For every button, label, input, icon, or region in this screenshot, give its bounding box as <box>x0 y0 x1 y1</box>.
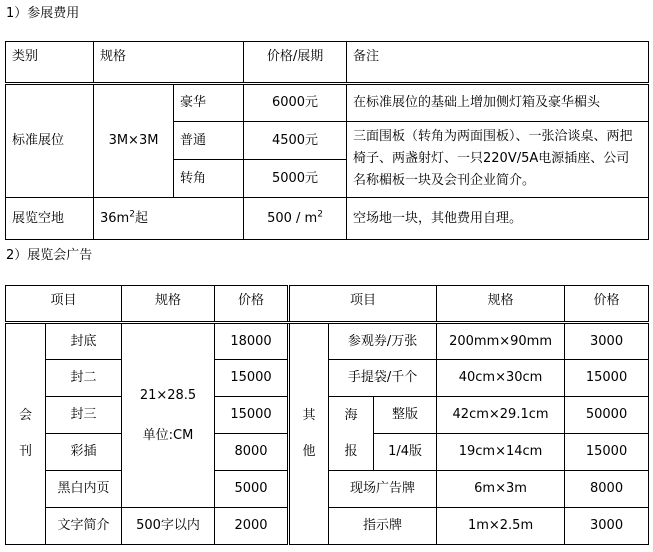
other-spec-onsite-board: 6m×3m <box>437 471 565 508</box>
poster-price-full: 50000 <box>565 397 649 434</box>
catalog-price-inside-back: 15000 <box>215 397 289 434</box>
catalog-price-text-intro: 2000 <box>215 508 289 545</box>
category-open-space: 展览空地 <box>6 198 94 240</box>
booth-type-corner: 转角 <box>174 160 244 198</box>
catalog-item-color-insert: 彩插 <box>46 434 122 471</box>
section2-title: 2）展览会广告 <box>6 248 93 263</box>
poster-spec-full: 42cm×29.1cm <box>437 397 565 434</box>
standard-booth-size: 3M×3M <box>94 84 174 198</box>
price-luxury: 6000元 <box>244 84 347 122</box>
catalog-price-bw-page: 5000 <box>215 471 289 508</box>
catalog-item-inside-back: 封三 <box>46 397 122 434</box>
other-spec-bag: 40cm×30cm <box>437 360 565 397</box>
other-spec-direction-sign: 1m×2.5m <box>437 508 565 545</box>
price-corner: 5000元 <box>244 160 347 198</box>
poster-price-quarter: 15000 <box>565 434 649 471</box>
note-standard: 三面围板（转角为两面围板）、一张洽谈桌、两把椅子、两盏射灯、一只220V/5A电源插座、公司名称楣板一块及会刊企业简介。 <box>347 122 649 198</box>
header-spec: 规格 <box>122 286 215 323</box>
other-price-direction-sign: 3000 <box>565 508 649 545</box>
other-label: 其 他 <box>289 323 329 545</box>
section1-title: 1）参展费用 <box>6 6 80 21</box>
header-spec-other: 规格 <box>437 286 565 323</box>
price-standard: 4500元 <box>244 122 347 160</box>
catalog-item-back-cover: 封底 <box>46 323 122 360</box>
other-spec-ticket: 200mm×90mm <box>437 323 565 360</box>
poster-item-full: 整版 <box>374 397 437 434</box>
open-space-size: $36m^2$起 <box>94 198 244 240</box>
other-item-onsite-board: 现场广告牌 <box>329 471 437 508</box>
catalog-item-bw-page: 黑白内页 <box>46 471 122 508</box>
booth-type-luxury: 豪华 <box>174 84 244 122</box>
catalog-price-back-cover: 18000 <box>215 323 289 360</box>
catalog-label: 会 刊 <box>6 323 46 545</box>
note-luxury: 在标准展位的基础上增加侧灯箱及豪华楣头 <box>347 84 649 122</box>
header-note: 备注 <box>347 42 649 84</box>
booth-type-standard: 普通 <box>174 122 244 160</box>
catalog-item-text-intro: 文字简介 <box>46 508 122 545</box>
other-price-ticket: 3000 <box>565 323 649 360</box>
header-item: 项目 <box>6 286 122 323</box>
catalog-price-color-insert: 8000 <box>215 434 289 471</box>
catalog-item-inside-front: 封二 <box>46 360 122 397</box>
other-price-bag: 15000 <box>565 360 649 397</box>
poster-item-quarter: 1/4版 <box>374 434 437 471</box>
catalog-spec: 21×28.5 单位:CM <box>122 323 215 508</box>
header-price: 价格/展期 <box>244 42 347 84</box>
header-price: 价格 <box>215 286 289 323</box>
other-item-ticket: 参观券/万张 <box>329 323 437 360</box>
catalog-spec-text-intro: 500字以内 <box>122 508 215 545</box>
header-price-other: 价格 <box>565 286 649 323</box>
open-space-price: $500 / m^2$ <box>244 198 347 240</box>
advertising-table <box>5 285 649 545</box>
other-item-direction-sign: 指示牌 <box>329 508 437 545</box>
note-open-space: 空场地一块，其他费用自理。 <box>347 198 649 240</box>
catalog-price-inside-front: 15000 <box>215 360 289 397</box>
header-item-other: 项目 <box>289 286 437 323</box>
category-standard-booth: 标准展位 <box>6 84 94 198</box>
header-category: 类别 <box>6 42 94 84</box>
other-item-bag: 手提袋/千个 <box>329 360 437 397</box>
fee-table <box>5 41 649 240</box>
poster-spec-quarter: 19cm×14cm <box>437 434 565 471</box>
header-spec: 规格 <box>94 42 244 84</box>
other-price-onsite-board: 8000 <box>565 471 649 508</box>
poster-label: 海 报 <box>329 397 374 471</box>
